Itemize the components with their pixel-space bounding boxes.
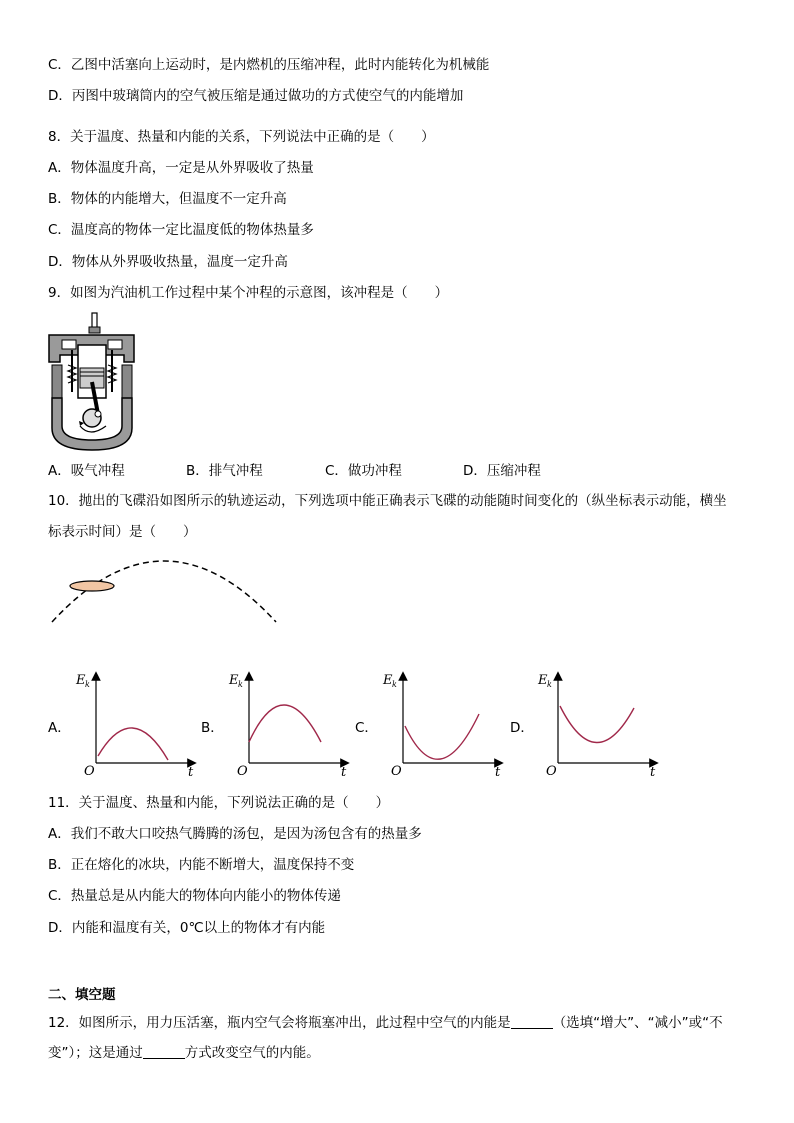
q10-stem-line1: 10．抛出的飞碟沿如图所示的轨迹运动，下列选项中能正确表示飞碟的动能随时间变化的（纵坐标表示动能，横坐: [48, 493, 727, 509]
q9-options: [48, 459, 608, 481]
q12-text-2b: 方式改变空气的内能。: [184, 1045, 320, 1061]
q7-option-c: C．乙图中活塞向上运动时，是内燃机的压缩冲程，此时内能转化为机械能: [48, 57, 490, 73]
q11-option-d: D．内能和温度有关，0℃以上的物体才有内能: [48, 920, 326, 936]
q10-option-d-letter[interactable]: D．: [510, 720, 534, 736]
q11-option-a: A．我们不敢大口咬热气腾腾的汤包，是因为汤包含有的热量多: [48, 826, 422, 842]
q10-option-c-letter[interactable]: C．: [355, 720, 378, 736]
graph-c-xlabel: t: [495, 765, 501, 780]
graph-d-ylabel: E: [538, 673, 548, 688]
q12-text-1b: （选填“增大”、“减小”或“不: [552, 1015, 723, 1031]
graph-b-curve: [249, 705, 321, 742]
q8-option-a: A．物体温度升高，一定是从外界吸收了热量: [48, 160, 314, 176]
graph-a-xlabel: t: [188, 765, 194, 780]
graph-a-ysub: k: [85, 680, 90, 689]
graph-d-ysub: k: [547, 680, 552, 689]
q12-text-1a: 12．如图所示，用力压活塞，瓶内空气会将瓶塞冲出，此过程中空气的内能是: [48, 1015, 511, 1031]
q10-graph-c: [379, 668, 509, 780]
q10-stem-line2: 标表示时间）是（ ）: [48, 524, 197, 540]
q10-graph-b: [225, 668, 355, 780]
q9-stem: 9．如图为汽油机工作过程中某个冲程的示意图，该冲程是（ ）: [48, 285, 449, 301]
q9-option-a[interactable]: A．吸气冲程: [48, 463, 125, 479]
q10-graph-a: [72, 668, 202, 780]
graph-d-origin: O: [546, 764, 557, 779]
q9-option-b[interactable]: B．排气冲程: [186, 463, 263, 479]
graph-a-curve: [98, 728, 168, 760]
graph-d-xlabel: t: [650, 765, 656, 780]
section-title: 二、填空题: [48, 987, 116, 1003]
q8-option-b: B．物体的内能增大，但温度不一定升高: [48, 191, 287, 207]
q9-option-c[interactable]: C．做功冲程: [325, 463, 402, 479]
q12-line2: [48, 1043, 320, 1063]
q8-option-d: D．物体从外界吸收热量，温度一定升高: [48, 254, 288, 270]
q11-stem: 11．关于温度、热量和内能，下列说法正确的是（ ）: [48, 795, 390, 811]
graph-b-origin: O: [237, 764, 248, 779]
graph-c-ysub: k: [392, 680, 397, 689]
graph-c-origin: O: [391, 764, 402, 779]
graph-a-ylabel: E: [76, 673, 86, 688]
q10-option-a-letter[interactable]: A．: [48, 720, 71, 736]
q7-option-d: D．丙图中玻璃筒内的空气被压缩是通过做功的方式使空气的内能增加: [48, 88, 464, 104]
frisbee-trajectory: [44, 550, 284, 630]
q10-graph-d: [534, 668, 664, 780]
q12-text-2a: 变”）；这是通过: [48, 1045, 143, 1061]
graph-b-ysub: k: [238, 680, 243, 689]
q8-option-c: C．温度高的物体一定比温度低的物体热量多: [48, 222, 314, 238]
q12-line1: [48, 1013, 723, 1033]
graph-a-origin: O: [84, 764, 95, 779]
q11-option-b: B．正在熔化的冰块，内能不断增大，温度保持不变: [48, 857, 355, 873]
graph-b-xlabel: t: [341, 765, 347, 780]
q12-blank-1[interactable]: [511, 1014, 553, 1029]
q8-stem: 8．关于温度、热量和内能的关系，下列说法中正确的是（ ）: [48, 129, 435, 145]
graph-d-curve: [560, 706, 634, 743]
q12-blank-2[interactable]: [143, 1044, 185, 1059]
q9-option-d[interactable]: D．压缩冲程: [463, 463, 541, 479]
graph-c-ylabel: E: [383, 673, 393, 688]
q11-option-c: C．热量总是从内能大的物体向内能小的物体传递: [48, 888, 341, 904]
graph-b-ylabel: E: [229, 673, 239, 688]
q10-option-b-letter[interactable]: B．: [201, 720, 224, 736]
engine-diagram: [44, 310, 140, 455]
graph-c-curve: [405, 714, 479, 759]
